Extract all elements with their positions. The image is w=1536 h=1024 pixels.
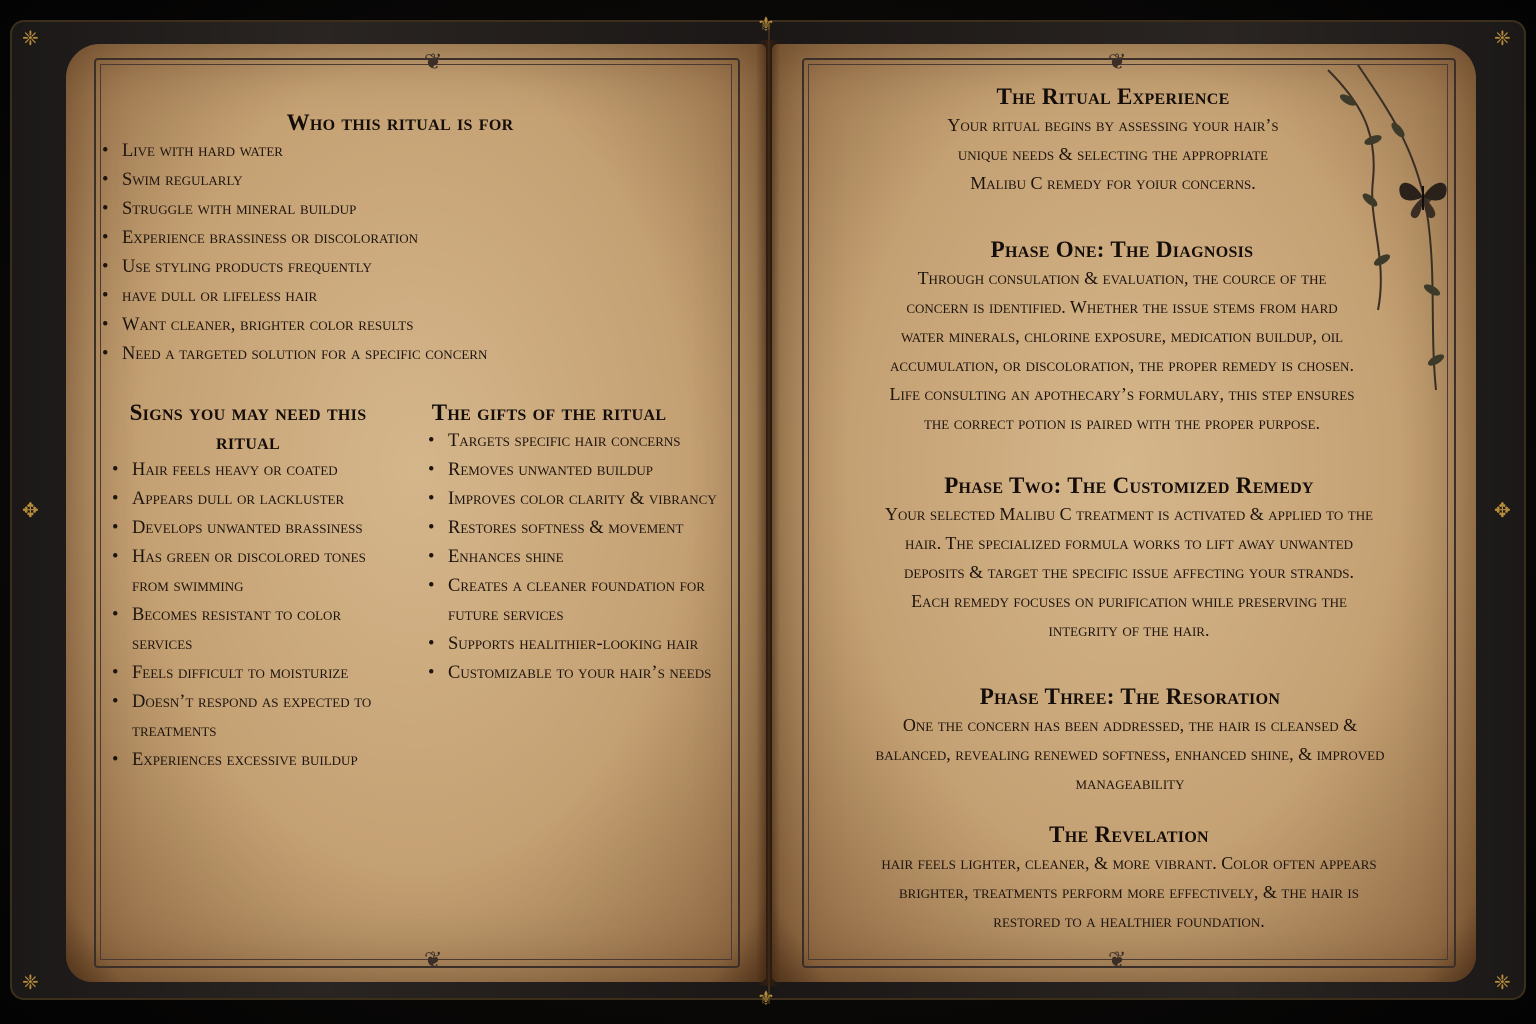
top-fleur-icon: ❦ [1108, 50, 1127, 75]
list-item: • Develops unwanted brassiness [106, 514, 406, 543]
corner-ornament-icon: ❈ [1494, 26, 1511, 50]
phase-three-title: Phase Three: The Resoration [979, 684, 1281, 709]
list-item: • Want cleaner, brighter color results [96, 311, 716, 340]
phase-one-title: Phase One: The Diagnosis [990, 237, 1254, 262]
list-item: • have dull or lifeless hair [96, 282, 716, 311]
list-item: • Hair feels heavy or coated [106, 456, 406, 485]
list-item: • Removes unwanted buildup [422, 456, 722, 485]
gifts-section [406, 398, 692, 427]
list-item: • Struggle with mineral buildup [96, 195, 716, 224]
revelation-line: hair feels lighter, cleaner, & more vibrant. Color often appears [881, 853, 1377, 873]
who-section [120, 108, 680, 137]
list-item: • Experiences excessive buildup [106, 746, 406, 775]
gifts-list [422, 427, 722, 688]
top-fleur-icon: ❦ [424, 50, 443, 75]
bottom-fleur-icon: ❦ [1108, 948, 1127, 973]
phase-two-line: integrity of the hair. [1048, 620, 1210, 640]
who-list [96, 137, 716, 369]
experience-line: unique needs & selecting the appropriate [957, 144, 1269, 164]
phase-one-line: Life consulting an apothecary’s formulary, this step ensures [889, 384, 1355, 404]
list-item: • Creates a cleaner foundation for future services [422, 572, 722, 630]
list-item: • Swim regularly [96, 166, 716, 195]
phase-two-section [806, 471, 1452, 645]
list-item: • Has green or discolored tones from swimming [106, 543, 406, 601]
experience-line: Your ritual begins by assessing your hair’s [947, 115, 1279, 135]
revelation-line: brighter, treatments perform more effectively, & the hair is [899, 882, 1359, 902]
phase-one-line: the correct potion is paired with the proper purpose. [923, 413, 1321, 433]
list-item: • Doesn’t respond as expected to treatments [106, 688, 406, 746]
list-item: • Experience brassiness or discoloration [96, 224, 716, 253]
corner-ornament-icon: ❈ [22, 970, 39, 994]
list-item: • Live with hard water [96, 137, 716, 166]
list-item: • Targets specific hair concerns [422, 427, 722, 456]
list-item: • Improves color clarity & vibrancy [422, 485, 722, 514]
phase-one-section [806, 235, 1438, 438]
list-item: • Use styling products frequently [96, 253, 716, 282]
phase-three-line: manageability [1075, 773, 1185, 793]
signs-list [106, 456, 406, 775]
clasp-top-icon: ⚜ [757, 12, 775, 36]
list-item: • Becomes resistant to color services [106, 601, 406, 659]
phase-two-line: deposits & target the specific issue affecting your strands. [903, 562, 1354, 582]
list-item: • Need a targeted solution for a specific concern [96, 340, 716, 369]
bottom-fleur-icon: ❦ [424, 948, 443, 973]
list-item: • Enhances shine [422, 543, 722, 572]
spine-ornament-icon: ✥ [1494, 498, 1511, 522]
revelation-section [806, 820, 1452, 936]
book-gutter [756, 40, 780, 986]
corner-ornament-icon: ❈ [22, 26, 39, 50]
who-title: Who this ritual is for [286, 110, 514, 135]
gifts-title: The gifts of the ritual [431, 400, 667, 425]
signs-section [92, 398, 404, 456]
experience-line: Malibu C remedy for yoiur concerns. [970, 173, 1256, 193]
phase-one-line: concern is identified. Whether the issue stems from hard [906, 297, 1338, 317]
revelation-title: The Revelation [1049, 822, 1209, 847]
phase-one-line: Through consulation & evaluation, the cource of the [917, 268, 1327, 288]
phase-three-line: balanced, revealing renewed softness, enhanced shine, & improved [875, 744, 1385, 764]
list-item: • Supports healithier-looking hair [422, 630, 722, 659]
list-item: • Restores softness & movement [422, 514, 722, 543]
experience-title: The Ritual Experience [996, 84, 1230, 109]
phase-two-line: hair. The specialized formula works to lift away unwanted [904, 533, 1354, 553]
phase-three-line: One the concern has been addressed, the hair is cleansed & [902, 715, 1358, 735]
clasp-bottom-icon: ⚜ [757, 986, 775, 1010]
list-item: • Feels difficult to moisturize [106, 659, 406, 688]
corner-ornament-icon: ❈ [1494, 970, 1511, 994]
phase-three-section [806, 682, 1454, 798]
spine-ornament-icon: ✥ [22, 498, 39, 522]
signs-title-line1: Signs you may need this [129, 400, 367, 425]
experience-section [810, 82, 1416, 198]
list-item: • Customizable to your hair’s needs [422, 659, 722, 688]
phase-two-line: Your selected Malibu C treatment is activated & applied to the [884, 504, 1374, 524]
phase-two-line: Each remedy focuses on purification while preserving the [911, 591, 1347, 611]
phase-one-line: water minerals, chlorine exposure, medication buildup, oil [900, 326, 1344, 346]
revelation-line: restored to a healthier foundation. [993, 911, 1265, 931]
phase-one-line: accumulation, or discoloration, the proper remedy is chosen. [890, 355, 1354, 375]
list-item: • Appears dull or lackluster [106, 485, 406, 514]
phase-two-title: Phase Two: The Customized Remedy [944, 473, 1314, 498]
signs-title-line2: ritual [215, 429, 281, 454]
